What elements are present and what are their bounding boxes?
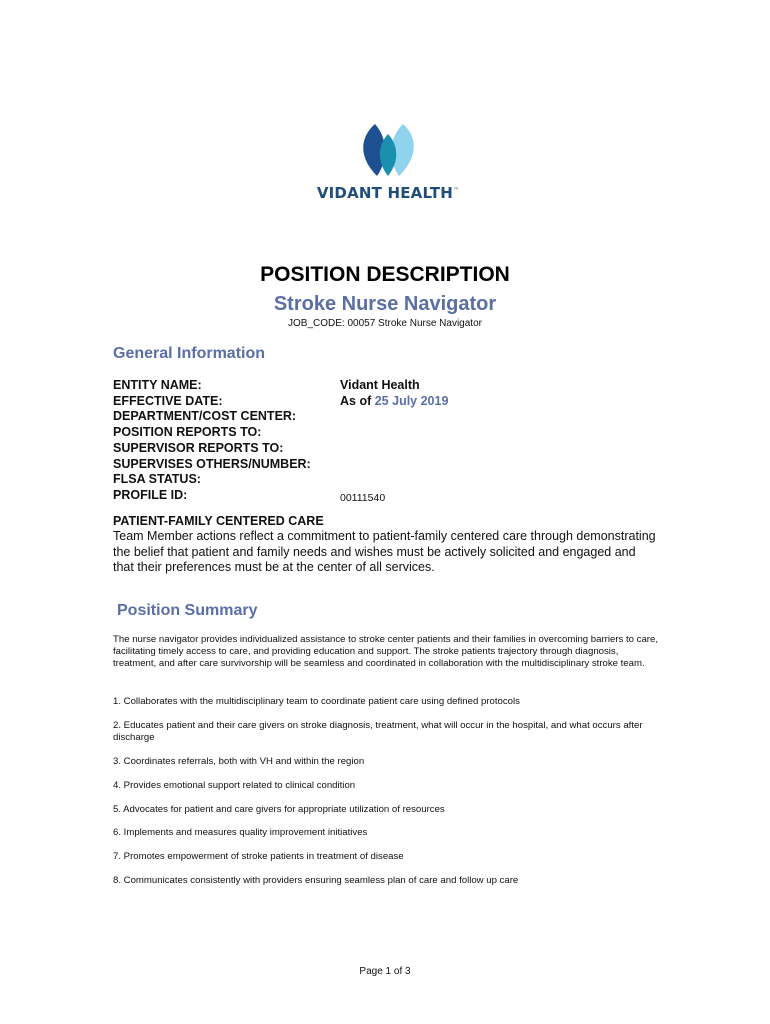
entity-name-label: ENTITY NAME: bbox=[113, 378, 202, 392]
effective-date-value bbox=[340, 394, 448, 410]
duty-item: 8. Communicates consistently with providers ensuring seamless plan of care and follow up care bbox=[113, 875, 519, 887]
position-reports-to-label: POSITION REPORTS TO: bbox=[113, 425, 262, 440]
trademark-symbol: ™ bbox=[452, 187, 460, 194]
patient-family-body: Team Member actions reflect a commitment to patient-family centered care through demonstrating the belief that patient and family needs and wishes must be actively solicited and engaged and that their preferences must be at the center of all services. bbox=[113, 529, 656, 575]
position-summary-body: The nurse navigator provides individualized assistance to stroke center patients and their families in overcoming barriers to care, facilitating timely access to care, and providing education and support. The stroke patients trajectory through diagnosis, treatment, and after care survivorship will be seamless and coordinated in collaboration with the multidisciplinary stroke team. bbox=[113, 634, 658, 669]
duty-item: 1. Collaborates with the multidisciplinary team to coordinate patient care using defined protocols bbox=[113, 696, 520, 707]
effective-date-label: EFFECTIVE DATE: bbox=[113, 393, 223, 408]
supervisor-reports-to-label: SUPERVISOR REPORTS TO: bbox=[113, 440, 284, 455]
field-values bbox=[340, 378, 448, 507]
duty-item: 5. Advocates for patient and care givers for appropriate utilization of resources bbox=[113, 803, 445, 815]
profile-id-label: PROFILE ID: bbox=[113, 487, 188, 502]
department-value bbox=[340, 409, 448, 425]
supervisor-reports-to-value bbox=[340, 441, 448, 457]
effective-date-prefix: As of bbox=[340, 393, 375, 408]
duties-list bbox=[113, 696, 659, 899]
page-number: Page 1 of 3 bbox=[359, 966, 411, 977]
profile-id-value: 00111540 bbox=[340, 491, 386, 504]
general-information-heading: General Information bbox=[113, 345, 266, 362]
patient-family-heading: PATIENT-FAMILY CENTERED CARE bbox=[113, 514, 324, 528]
entity-name-value: Vidant Health bbox=[340, 378, 420, 392]
logo-text: VIDANT HEALTH bbox=[316, 184, 453, 202]
position-summary-heading: Position Summary bbox=[117, 602, 258, 619]
vidant-health-logo bbox=[313, 122, 463, 206]
duty-item: 4. Provides emotional support related to clinical condition bbox=[113, 779, 356, 791]
leaf-logo-icon bbox=[357, 122, 419, 178]
field-labels bbox=[113, 378, 311, 504]
duty-item: 2. Educates patient and their care givers on stroke diagnosis, treatment, what will occur in the hospital, and what occurs after discharge bbox=[113, 719, 643, 743]
effective-date: 25 July 2019 bbox=[374, 393, 449, 408]
logo-wordmark bbox=[313, 184, 463, 202]
supervises-others-value bbox=[340, 456, 448, 472]
flsa-status-value bbox=[340, 472, 448, 488]
duty-item: 3. Coordinates referrals, both with VH and within the region bbox=[113, 755, 365, 767]
flsa-status-label: FLSA STATUS: bbox=[113, 472, 201, 487]
department-label: DEPARTMENT/COST CENTER: bbox=[113, 409, 297, 424]
position-title: Stroke Nurse Navigator bbox=[273, 293, 497, 315]
duty-item: 6. Implements and measures quality improvement initiatives bbox=[113, 827, 368, 839]
job-code: JOB_CODE: 00057 Stroke Nurse Navigator bbox=[288, 318, 482, 329]
supervises-others-label: SUPERVISES OTHERS/NUMBER: bbox=[113, 456, 311, 471]
position-reports-to-value bbox=[340, 425, 448, 441]
document-title: POSITION DESCRIPTION bbox=[260, 263, 510, 286]
duty-item: 7. Promotes empowerment of stroke patients in treatment of disease bbox=[113, 851, 404, 863]
